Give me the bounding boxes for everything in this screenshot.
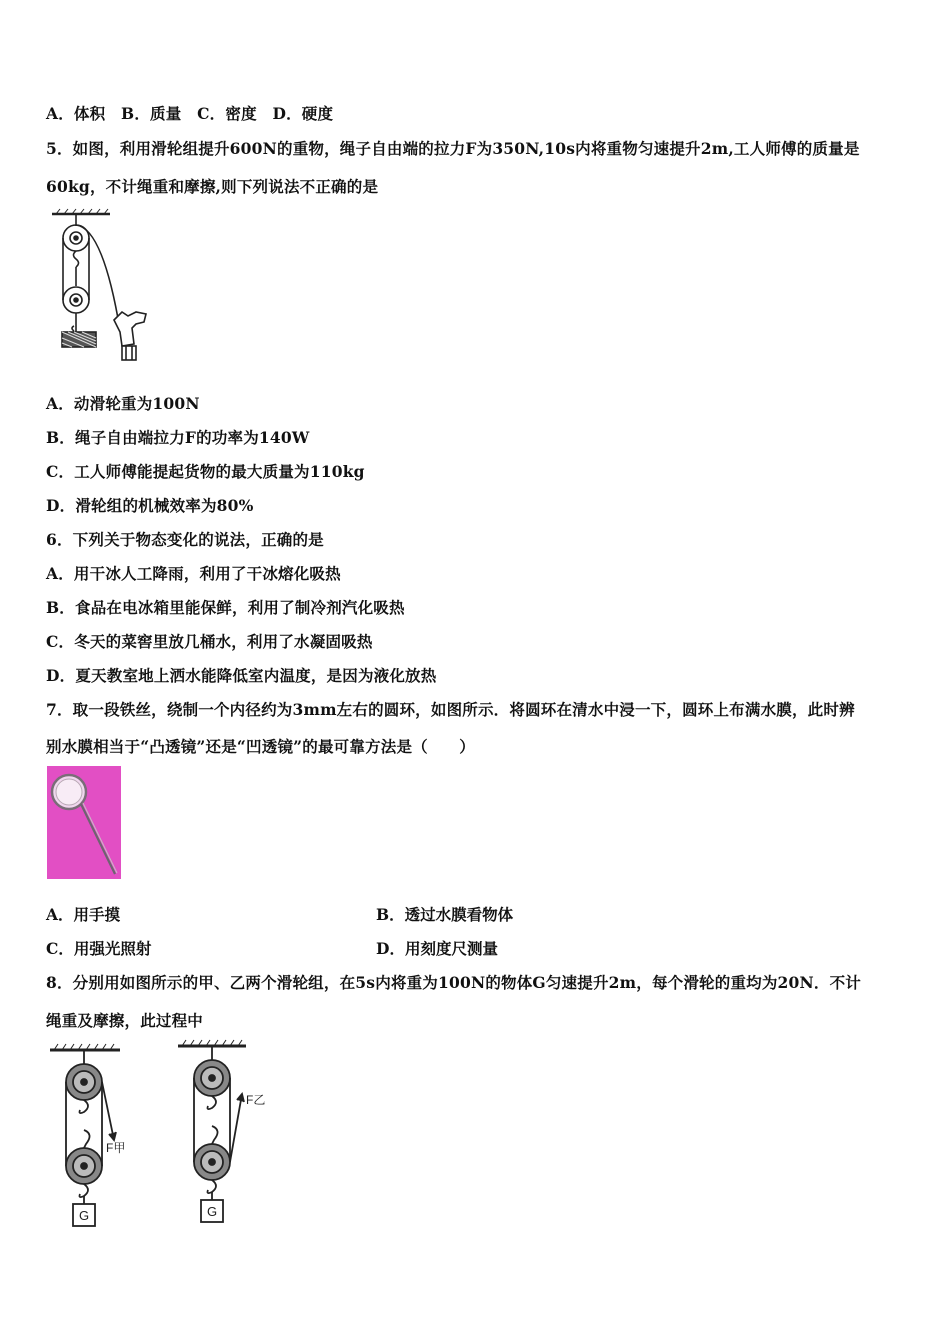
q7-option-d: D．用刻度尺测量 bbox=[376, 939, 498, 958]
q8-stem-line2: 绳重及摩擦，此过程中 bbox=[46, 1011, 204, 1030]
q5-option-d: D．滑轮组的机械效率为80% bbox=[46, 496, 254, 515]
q5-option-b: B．绳子自由端拉力F的功率为140W bbox=[46, 428, 310, 447]
q8-stem-line1: 8．分别用如图所示的甲、乙两个滑轮组，在5s内将重为100N的物体G匀速提升2m，每个滑轮的重均为20N．不计 bbox=[46, 973, 861, 992]
q8-force-label-right: F乙 bbox=[246, 1093, 266, 1107]
q8-force-label-left: F甲 bbox=[106, 1141, 126, 1155]
q6-stem: 6．下列关于物态变化的说法，正确的是 bbox=[46, 530, 324, 549]
q6-option-a: A．用干冰人工降雨，利用了干冰熔化吸热 bbox=[46, 564, 341, 583]
q5-stem-line2: 60kg，不计绳重和摩擦,则下列说法不正确的是 bbox=[46, 177, 379, 196]
q7-option-b: B．透过水膜看物体 bbox=[376, 905, 514, 924]
q4-options: A．体积 B．质量 C．密度 D．硬度 bbox=[46, 104, 334, 123]
q6-option-d: D．夏天教室地上洒水能降低室内温度，是因为液化放热 bbox=[46, 666, 437, 685]
q7-option-a: A．用手摸 bbox=[46, 905, 121, 924]
q6-option-c: C．冬天的菜窖里放几桶水，利用了水凝固吸热 bbox=[46, 632, 373, 651]
q8-weight-label-left: G bbox=[78, 1208, 90, 1223]
q7-stem-line1: 7．取一段铁丝，绕制一个内径约为3mm左右的圆环，如图所示．将圆环在清水中浸一下，圆环上布满水膜，此时辨 bbox=[46, 700, 855, 719]
q7-option-c: C．用强光照射 bbox=[46, 939, 152, 958]
q7-stem-line2: 别水膜相当于“凸透镜”还是“凹透镜”的最可靠方法是（ ） bbox=[46, 737, 475, 756]
q8-weight-label-right: G bbox=[206, 1204, 218, 1219]
q5-stem-line1: 5．如图，利用滑轮组提升600N的重物，绳子自由端的拉力F为350N,10s内将重物匀速提升2m,工人师傅的质量是 bbox=[46, 139, 860, 158]
q8-pulley-figure-right bbox=[176, 1038, 271, 1228]
q6-option-b: B．食品在电冰箱里能保鲜，利用了制冷剂汽化吸热 bbox=[46, 598, 405, 617]
q5-pulley-figure bbox=[48, 208, 158, 368]
q5-option-c: C．工人师傅能提起货物的最大质量为110kg bbox=[46, 462, 365, 481]
q5-option-a: A．动滑轮重为100N bbox=[46, 394, 200, 413]
q7-wire-ring-photo bbox=[47, 766, 121, 879]
q8-pulley-figure-left bbox=[48, 1042, 138, 1232]
